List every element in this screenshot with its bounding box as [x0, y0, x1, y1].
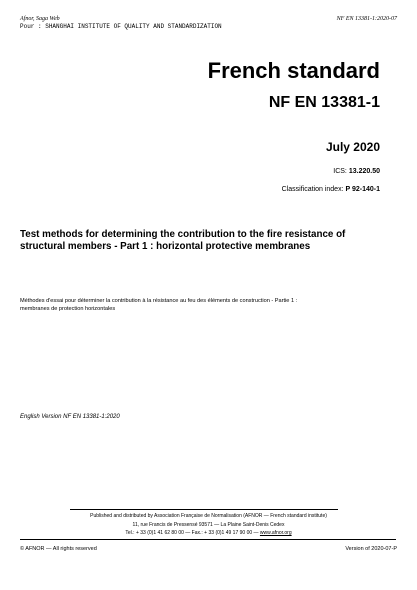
classification-label: Classification index: [281, 186, 344, 193]
classification-value: P 92-140-1 [345, 186, 380, 193]
publisher-line-2: 11, rue Francis de Pressensé 93571 — La Plaine Saint-Denis Cedex [132, 522, 285, 528]
ics-label: ICS: [333, 168, 347, 175]
recipient-name: SHANGHAI INSTITUTE OF QUALITY AND STANDARDIZATION [45, 23, 222, 30]
recipient-line [20, 23, 222, 30]
recipient-label: Pour : [20, 23, 42, 30]
ics-code [333, 168, 380, 175]
french-title-line-2: membranes de protection horizontales [20, 306, 116, 312]
publisher-line-1: Published and distributed by Association Française de Normalisation (AFNOR — French standard institute) [90, 513, 327, 519]
ics-value: 13.220.50 [348, 168, 380, 175]
document-reference: NF EN 13381-1:2020-07 [336, 16, 397, 22]
english-version: English Version NF EN 13381-1:2020 [20, 414, 120, 420]
publisher-website-link[interactable]: www.afnor.org [259, 530, 292, 536]
english-title-line-2: structural members - Part 1 : horizontal protective membranes [20, 241, 311, 252]
source-line: Afnor, Saga Web [20, 16, 60, 22]
english-title-line-1: Test methods for determining the contribution to the fire resistance of [20, 229, 346, 240]
french-title-line-1: Méthodes d'essai pour déterminer la contribution à la résistance au feu des éléments de construction - Partie 1 : [20, 298, 298, 304]
copyright-notice: © AFNOR — All rights reserved [20, 546, 97, 552]
page-title: French standard [207, 58, 380, 83]
publisher-bottom-divider [20, 539, 396, 540]
publisher-top-divider [70, 509, 338, 510]
publisher-line-3 [0, 530, 417, 536]
publication-date: July 2020 [325, 140, 380, 154]
standard-number: NF EN 13381-1 [268, 94, 380, 111]
publisher-contact: Tel.: + 33 (0)1 41 62 80 00 — Fax.: + 33 (0)1 49 17 90 00 — [125, 530, 259, 536]
classification-index [282, 186, 380, 193]
version-label: Version of 2020-07-P [345, 546, 397, 552]
